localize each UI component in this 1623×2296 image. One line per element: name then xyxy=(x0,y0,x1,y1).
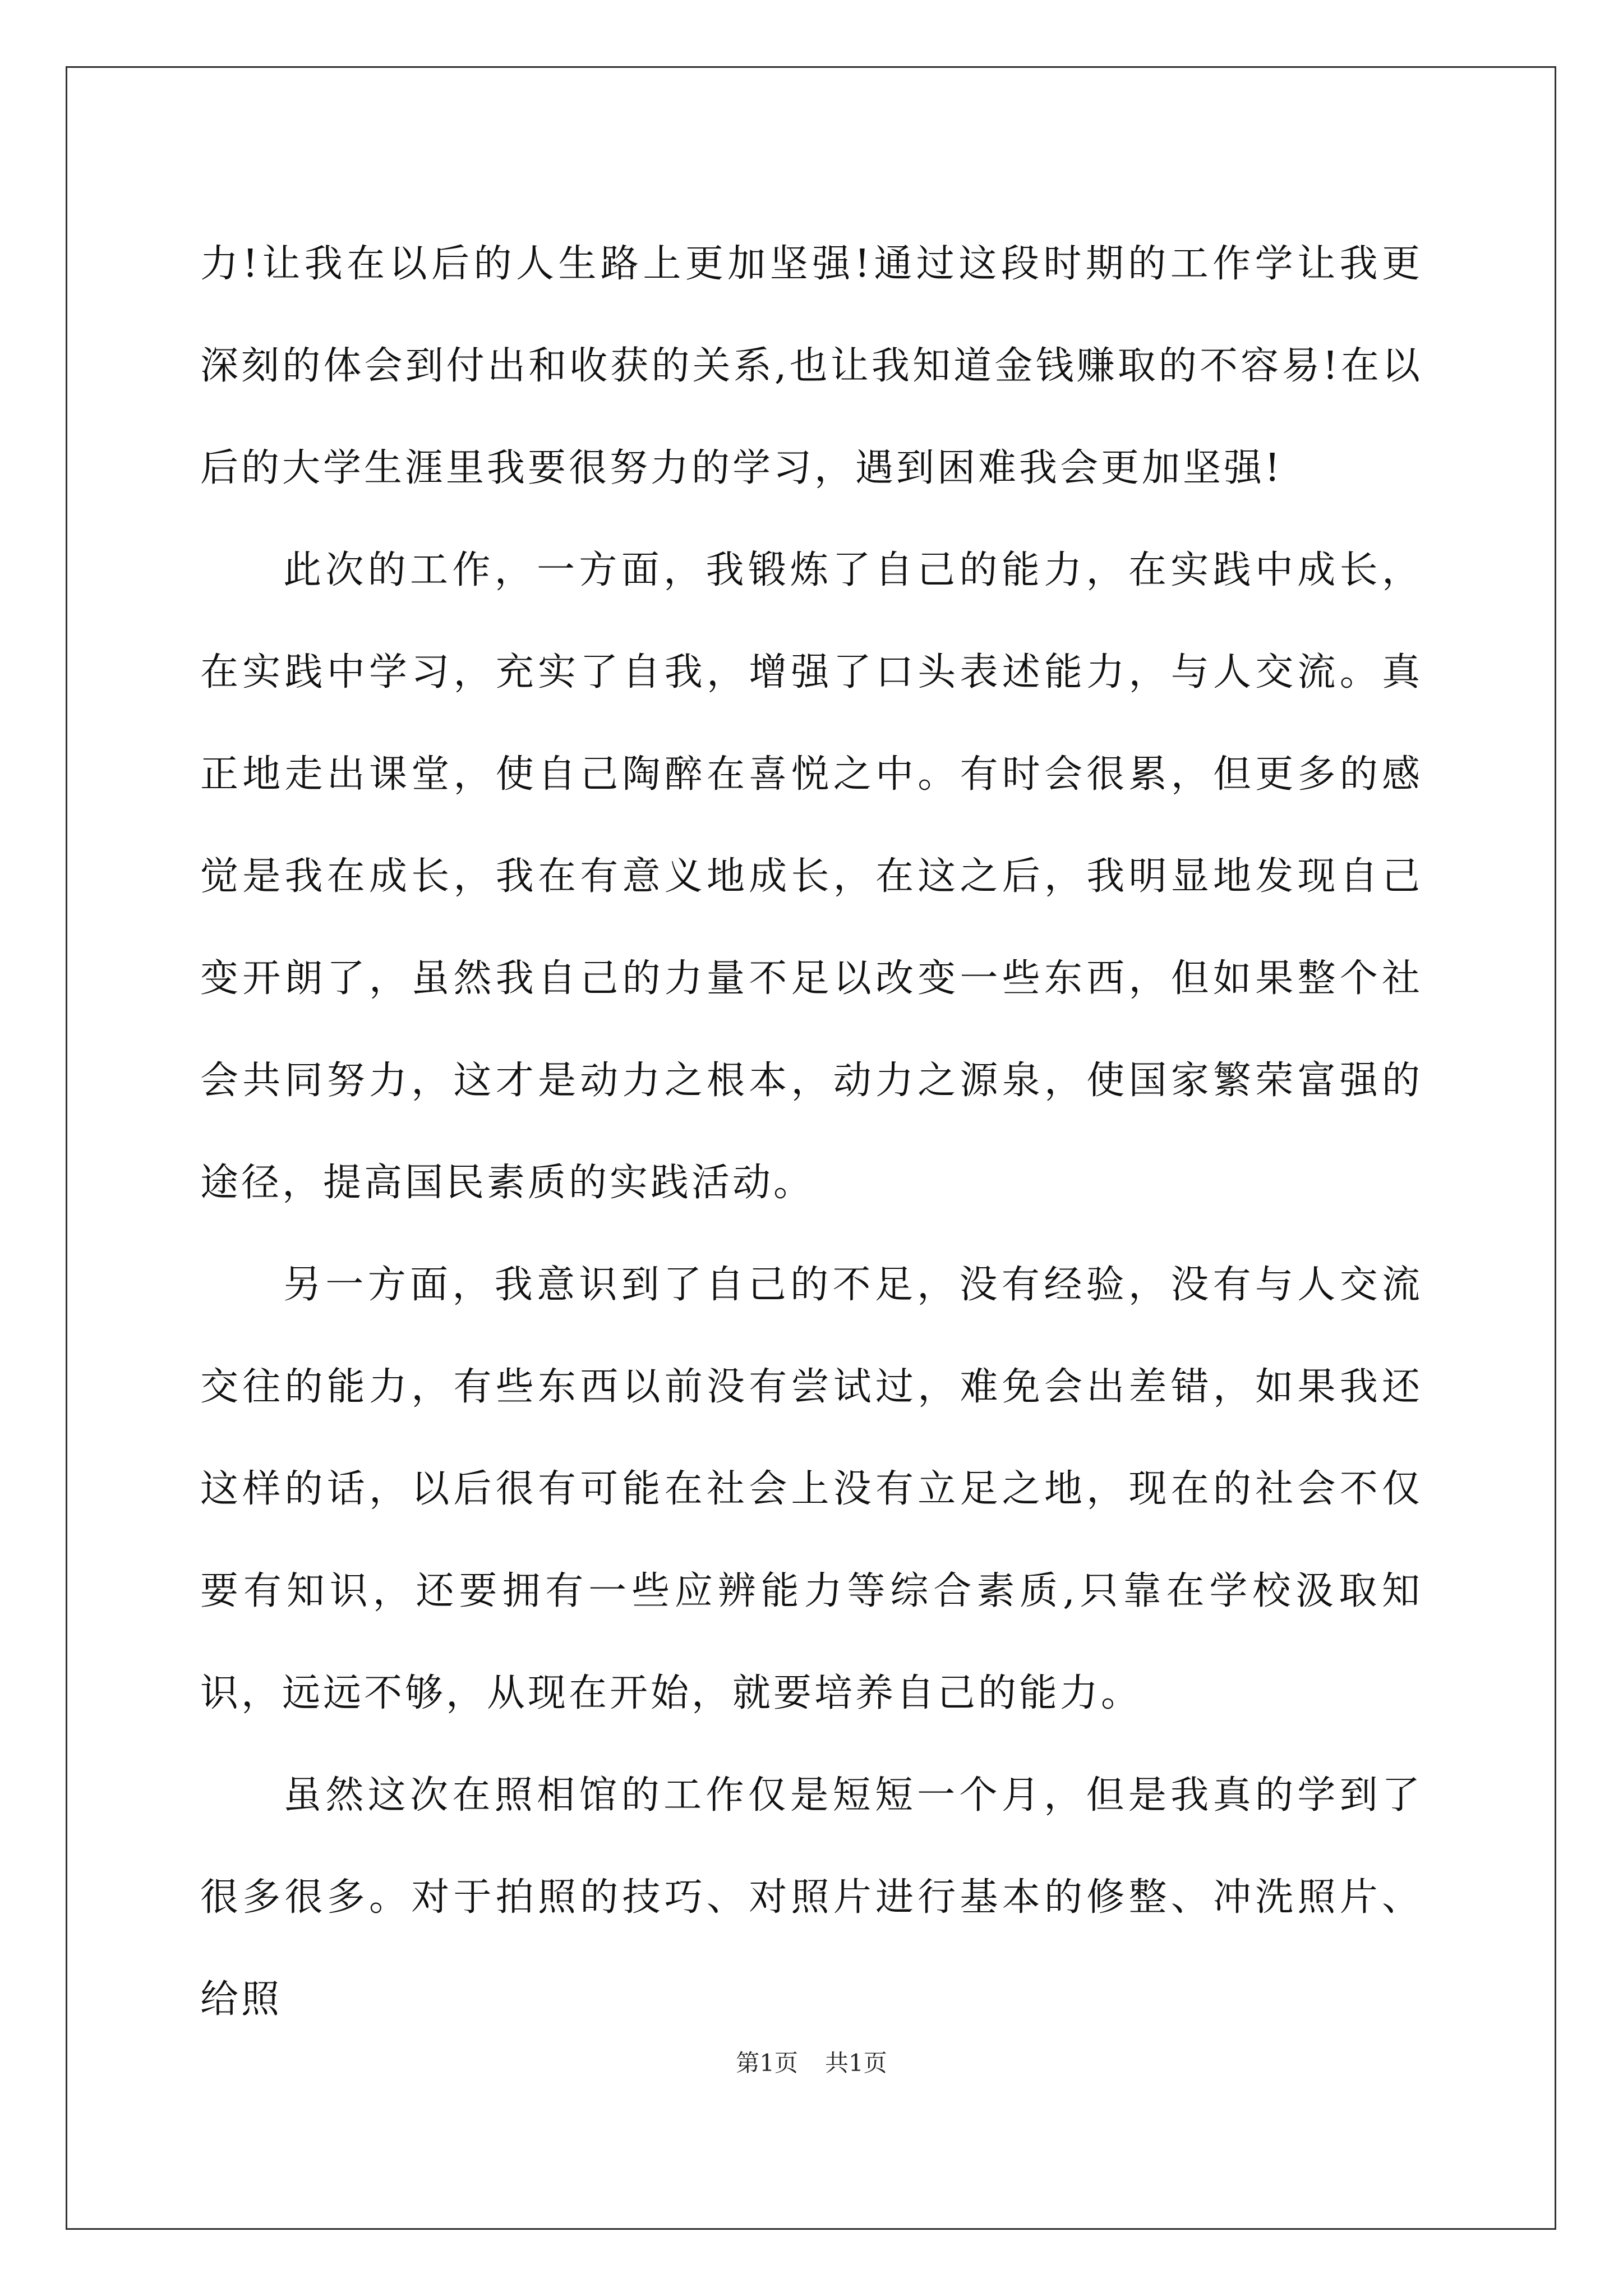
page-number: 第1页 xyxy=(736,2049,798,2077)
page-total: 共1页 xyxy=(825,2049,887,2077)
paragraph: 另一方面，我意识到了自己的不足，没有经验，没有与人交流交往的能力，有些东西以前没有尝试过，难免会出差错，如果我还这样的话，以后很有可能在社会上没有立足之地，现在的社会不仅要有知识，还要拥有一些应辨能力等综合素质,只靠在学校汲取知识，远远不够，从现在开始，就要培养自己的能力。 xyxy=(200,1263,1423,1715)
paragraph: 此次的工作，一方面，我锻炼了自己的能力，在实践中成长，在实践中学习，充实了自我，增强了口头表述能力，与人交流。真正地走出课堂，使自己陶醉在喜悦之中。有时会很累，但更多的感觉是我在成长，我在有意义地成长，在这之后，我明显地发现自己变开朗了，虽然我自己的力量不足以改变一些东西，但如果整个社会共同努力，这才是动力之根本，动力之源泉，使国家繁荣富强的途径，提高国民素质的实践活动。 xyxy=(200,548,1423,1205)
paragraph: 虽然这次在照相馆的工作仅是短短一个月，但是我真的学到了很多很多。对于拍照的技巧、对照片进行基本的修整、冲洗照片、给照 xyxy=(200,1773,1423,2022)
paragraph: 力!让我在以后的人生路上更加坚强!通过这段时期的工作学让我更深刻的体会到付出和收获的关系,也让我知道金钱赚取的不容易!在以后的大学生涯里我要很努力的学习，遇到困难我会更加坚强! xyxy=(200,242,1423,490)
page-footer xyxy=(0,2046,1623,2080)
document-body xyxy=(200,213,1423,2051)
